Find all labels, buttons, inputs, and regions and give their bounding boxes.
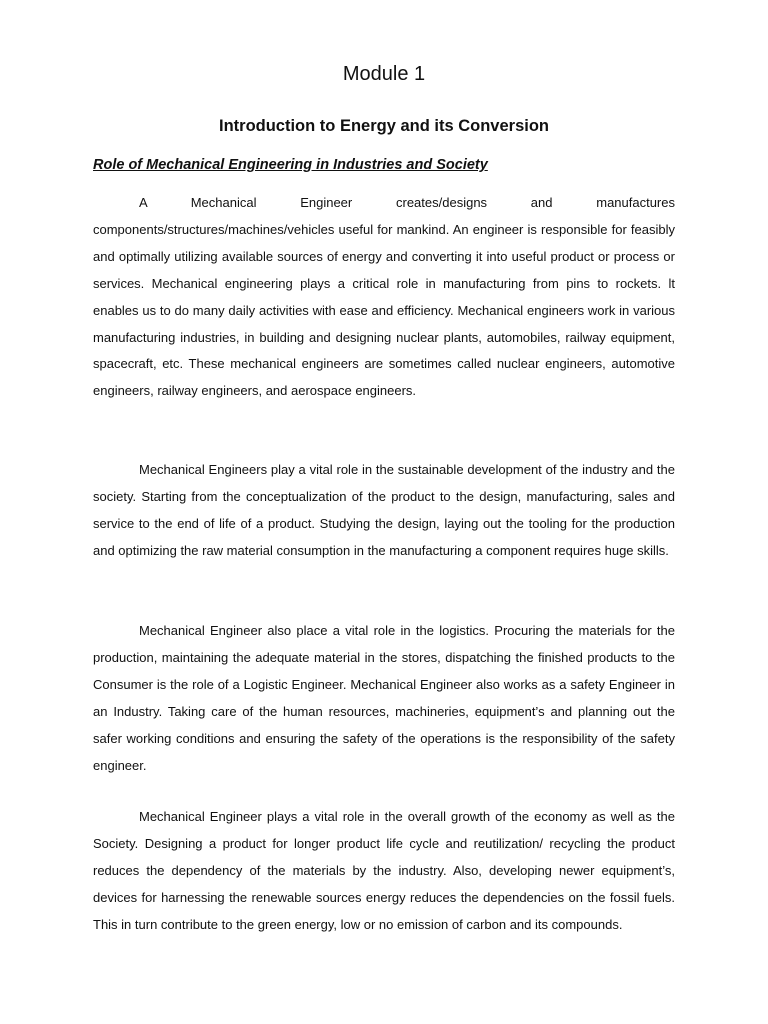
paragraph-sustainable-development: Mechanical Engineers play a vital role in the sustainable development of the industry and the society. Starting from the conceptualization of the product to the design, manufacturing, sales and service to the end of life of a product. Studying the design, laying out the tooling for the production and optimizing the raw material consumption in the manufacturing a component requires huge skills.	[93, 462, 675, 558]
paragraph-logistics-and-safety: Mechanical Engineer also place a vital role in the logistics. Procuring the materials for the production, maintaining the adequate material in the stores, dispatching the finished products to the Consumer is the role of a Logistic Engineer. Mechanical Engineer also works as a safety Engineer in an Industry. Taking care of the human resources, machineries, equipment’s and planning out the safer working conditions and ensuring the safety of the operations is the responsibility of the safety engineer.	[93, 623, 675, 773]
paragraph-economy-and-society: Mechanical Engineer plays a vital role in the overall growth of the economy as well as the Society. Designing a product for longer product life cycle and reutilization/ recycling the product reduces the dependency of the materials by the industry. Also, developing newer equipment’s, devices for harnessing the renewable sources energy reduces the dependencies on the fossil fuels. This in turn contribute to the green energy, low or no emission of carbon and its compounds.	[93, 809, 675, 932]
chapter-title: Introduction to Energy and its Conversion	[218, 117, 550, 135]
section-title: Role of Mechanical Engineering in Industries and Society	[93, 157, 488, 173]
module-title: Module 1	[342, 63, 426, 85]
paragraph-role-of-mechanical-engineer: A Mechanical Engineer creates/designs and manufactures components/structures/machines/vehicles useful for mankind. An engineer is responsible for feasibly and optimally utilizing available sources of energy and converting it into useful product or process or services. Mechanical engineering plays a critical role in manufacturing from pins to rockets. lt enables us to do many daily activities with ease and efficiency. Mechanical engineers work in various manufacturing industries, in building and designing nuclear plants, automobiles, railway equipment, spacecraft, etc. These mechanical engineers are sometimes called nuclear engineers, automotive engineers, railway engineers, and aerospace engineers.	[93, 195, 675, 399]
